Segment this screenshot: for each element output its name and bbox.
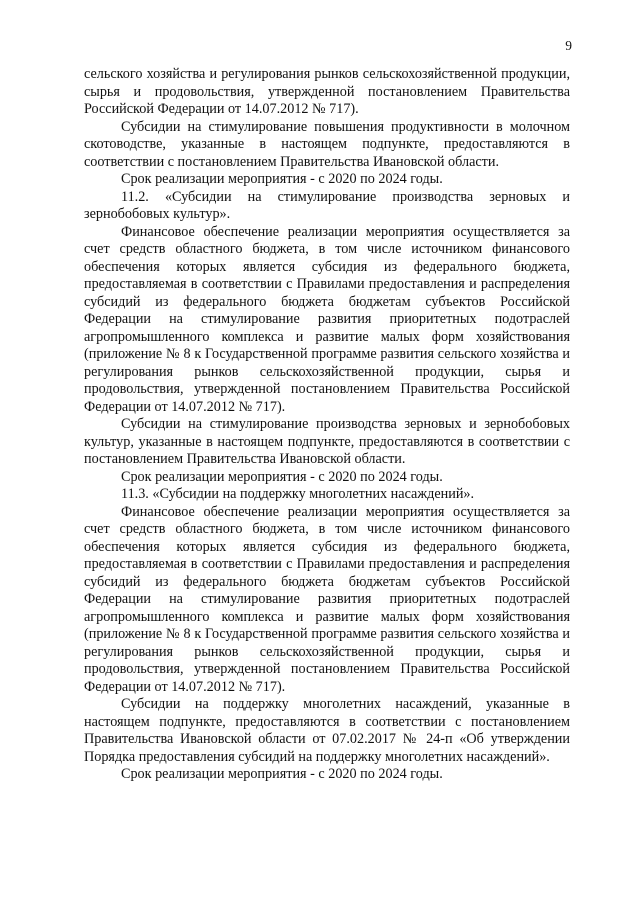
- page-number: 9: [565, 38, 572, 53]
- paragraph-financing: Финансовое обеспечение реализации мероприятия осуществляется за счет средств областного бюджета, в том числе источником финансового обеспечения которых является субсидия из федерального бюджета, предоставляемая в соответствии с Правилами предоставления и распределения субсидий из федерального бюджета бюджетам субъектов Российской Федерации на стимулирование развития приоритетных подотраслей агропромышленного комплекса и развитие малых форм хозяйствования (приложение № 8 к Государственной программе развития сельского хозяйства и регулирования рынков сельскохозяйственной продукции, сырья и продовольствия, утвержденной постановлением Правительства Российской Федерации от 14.07.2012 № 717).: [84, 503, 570, 695]
- paragraph-dairy-subsidy: Субсидии на стимулирование повышения продуктивности в молочном скотоводстве, указанные в настоящем подпункте, предоставляются в соответствии с постановлением Правительства Ивановской области.: [84, 118, 570, 170]
- paragraph-grain-subsidy: Субсидии на стимулирование производства зерновых и зернобобовых культур, указанные в настоящем подпункте, предоставляются в соответствии с постановлением Правительства Ивановской области.: [84, 416, 570, 467]
- paragraph-perennial-subsidy: Субсидии на поддержку многолетних насаждений, указанные в настоящем подпункте, предоставляются в соответствии с постановлением Правительства Ивановской области от 07.02.2017 № 24-п «Об утверждении Порядка предоставления субсидий на поддержку многолетних насаждений».: [84, 696, 570, 765]
- paragraph-term: Срок реализации мероприятия - с 2020 по 2024 годы.: [121, 468, 443, 485]
- paragraph-term: Срок реализации мероприятия - с 2020 по 2024 годы.: [121, 766, 443, 782]
- paragraph-continuation: сельского хозяйства и регулирования рынков сельскохозяйственной продукции, сырья и продовольствия, утвержденной постановлением Правительства Российской Федерации от 14.07.2012 № 717).: [84, 66, 570, 117]
- subsection-heading-11-2: 11.2. «Субсидии на стимулирование производства зерновых и зернобобовых культур».: [84, 188, 570, 222]
- paragraph-term: Срок реализации мероприятия - с 2020 по 2024 годы.: [121, 171, 443, 187]
- subsection-heading-11-3: 11.3. «Субсидии на поддержку многолетних насаждений».: [121, 486, 475, 502]
- document-body: [84, 66, 570, 784]
- paragraph-financing: Финансовое обеспечение реализации мероприятия осуществляется за счет средств областного бюджета, в том числе источником финансового обеспечения которых является субсидия из федерального бюджета, предоставляемая в соответствии с Правилами предоставления и распределения субсидий из федерального бюджета бюджетам субъектов Российской Федерации на стимулирование развития приоритетных подотраслей агропромышленного комплекса и развитие малых форм хозяйствования (приложение № 8 к Государственной программе развития сельского хозяйства и регулирования рынков сельскохозяйственной продукции, сырья и продовольствия, утвержденной постановлением Правительства Российской Федерации от 14.07.2012 № 717).: [84, 223, 570, 415]
